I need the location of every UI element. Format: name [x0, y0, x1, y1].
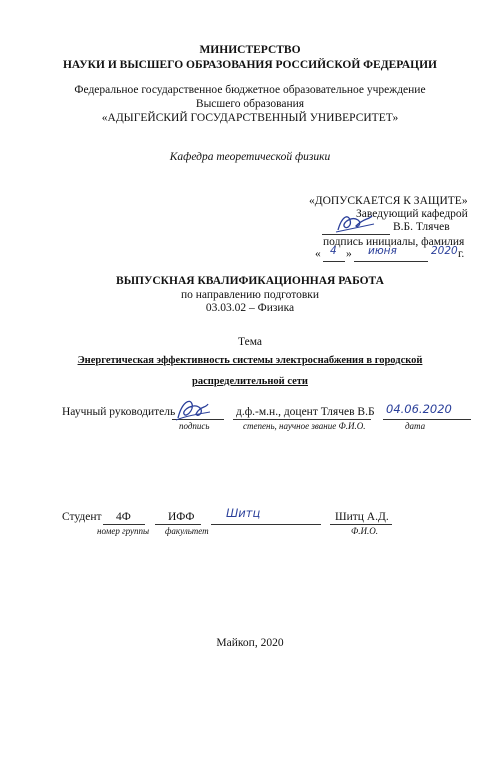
date-year-suffix: г.: [458, 248, 465, 260]
admitted-to-defense: «ДОПУСКАЕТСЯ К ЗАЩИТЕ»: [309, 195, 468, 207]
supervisor-caption-degree: степень, научное звание Ф.И.О.: [243, 421, 366, 431]
work-title: ВЫПУСКНАЯ КВАЛИФИКАЦИОННАЯ РАБОТА: [116, 275, 384, 287]
date-month: июня: [368, 245, 397, 257]
supervisor-label: Научный руководитель: [62, 406, 176, 418]
place-and-year: Майкоп, 2020: [216, 637, 284, 649]
student-signature-line: [211, 524, 321, 525]
supervisor-caption-date: дата: [405, 421, 426, 431]
date-open-quote: «: [315, 248, 321, 260]
topic-line-2: распределительной сети: [192, 376, 308, 387]
student-faculty-line: [155, 524, 201, 525]
institution-line2: Высшего образования: [195, 98, 305, 110]
student-name-line: [330, 524, 392, 525]
supervisor-caption-signature: подпись: [179, 421, 210, 431]
student-caption-group: номер группы: [97, 526, 150, 536]
direction-value: 03.03.02 – Физика: [205, 302, 295, 314]
department-name: Кафедра теоретической физики: [169, 151, 331, 163]
student-label: Студент: [62, 511, 102, 523]
date-close-quote: »: [346, 248, 352, 260]
supervisor-signature-image: [172, 396, 212, 424]
topic-line-1: Энергетическая эффективность системы электроснабжения в городской: [77, 355, 423, 366]
ministry-subtitle: НАУКИ И ВЫСШЕГО ОБРАЗОВАНИЯ РОССИЙСКОЙ ФЕДЕРАЦИИ: [62, 59, 438, 71]
supervisor-degree-line: [233, 419, 371, 420]
date-month-line: [354, 261, 428, 262]
head-of-department-name: В.Б. Тлячев: [393, 221, 450, 233]
student-name: Шитц А.Д.: [335, 511, 389, 523]
topic-label: Тема: [238, 336, 262, 348]
direction-label: по направлению подготовки: [180, 289, 320, 301]
date-year: 2020: [431, 245, 458, 257]
student-caption-name: Ф.И.О.: [351, 526, 378, 536]
student-signature: Шитц: [226, 506, 261, 520]
institution-line1: Федеральное государственное бюджетное образовательное учреждение: [74, 84, 426, 96]
date-day: 4: [330, 245, 337, 257]
supervisor-date-line: [383, 419, 471, 420]
signature-caption: подпись инициалы, фамилия: [323, 236, 465, 248]
date-day-line: [323, 261, 345, 262]
student-group: 4Ф: [116, 511, 131, 523]
ministry-title: МИНИСТЕРСТВО: [199, 44, 301, 56]
student-caption-faculty: факультет: [165, 526, 209, 536]
student-faculty: ИФФ: [168, 511, 195, 523]
head-signature-image: [334, 210, 376, 236]
student-group-line: [103, 524, 145, 525]
supervisor-date: 04.06.2020: [386, 402, 452, 416]
head-of-department-title: Заведующий кафедрой: [356, 208, 468, 220]
university-name: «АДЫГЕЙСКИЙ ГОСУДАРСТВЕННЫЙ УНИВЕРСИТЕТ»: [101, 112, 399, 124]
supervisor-degree-name: д.ф.-м.н., доцент Тлячев В.Б: [236, 406, 375, 418]
